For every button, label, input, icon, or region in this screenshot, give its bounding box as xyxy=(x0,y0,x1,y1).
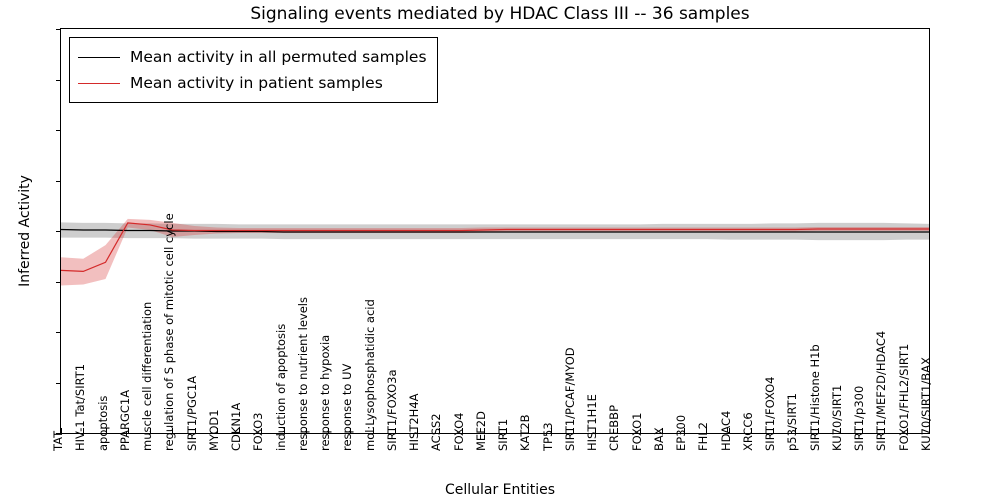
x-tick-label: response to hypoxia xyxy=(318,334,333,451)
y-tick-mark xyxy=(56,231,61,232)
x-tick-label: FOXO1/FHL2/SIRT1 xyxy=(896,343,911,451)
x-tick-label: FOXO4 xyxy=(451,412,466,451)
x-tick-label: XRCC6 xyxy=(740,412,755,451)
plot-area xyxy=(17,28,933,451)
x-tick-label: KAT2B xyxy=(518,414,533,451)
legend-label-permuted: Mean activity in all permuted samples xyxy=(130,48,427,66)
legend-item xyxy=(78,44,427,70)
y-tick-mark xyxy=(56,282,61,283)
x-tick-label: CREBBP xyxy=(607,405,622,451)
x-tick-label: induction of apoptosis xyxy=(273,323,288,451)
x-tick-label: HIST1H1E xyxy=(585,394,600,451)
y-tick-mark xyxy=(56,383,61,384)
x-tick-label: SIRT1/FOXO3a xyxy=(384,369,399,451)
x-tick-label: SIRT1/MEF2D/HDAC4 xyxy=(874,330,889,451)
x-tick-label: BAX xyxy=(651,427,666,451)
legend-label-patient: Mean activity in patient samples xyxy=(130,74,383,92)
x-tick-label: SIRT1 xyxy=(496,418,511,451)
y-tick-mark xyxy=(56,332,61,333)
x-tick-label: FHL2 xyxy=(696,422,711,451)
x-tick-label: SIRT1/PGC1A xyxy=(184,375,199,451)
x-tick-label: MEF2D xyxy=(473,411,488,451)
x-tick-label: KU70/SIRT1/BAX xyxy=(919,357,933,451)
y-tick-mark xyxy=(56,29,61,30)
x-axis-label: Cellular Entities xyxy=(444,482,556,498)
x-tick-label: muscle cell differentiation xyxy=(140,301,155,451)
x-tick-label: HIV-1 Tat/SIRT1 xyxy=(73,363,88,451)
x-tick-label: HIST2H4A xyxy=(407,393,422,451)
x-tick-label: SIRT1/PCAF/MYOD xyxy=(562,347,577,451)
x-tick-label: regulation of S phase of mitotic cell cycle xyxy=(162,213,177,451)
x-tick-label: p53/SIRT1 xyxy=(785,393,800,451)
chart-title: Signaling events mediated by HDAC Class III -- 36 samples xyxy=(250,4,750,24)
legend-item xyxy=(78,70,427,96)
x-tick-label: FOXO1 xyxy=(629,412,644,451)
x-tick-label: SIRT1/Histone H1b xyxy=(807,344,822,451)
x-tick-label: response to nutrient levels xyxy=(295,297,310,451)
x-tick-label: HDAC4 xyxy=(718,410,733,451)
legend-swatch-permuted xyxy=(78,57,120,58)
x-tick-label: MYOD1 xyxy=(206,409,221,451)
x-tick-label: CDKN1A xyxy=(229,402,244,451)
x-tick-label: apoptosis xyxy=(95,395,110,451)
x-tick-label: ACSS2 xyxy=(429,413,444,451)
x-tick-label: EP300 xyxy=(674,414,689,451)
x-tick-label: TAT xyxy=(51,430,65,451)
x-tick-label: response to UV xyxy=(340,363,355,451)
y-tick-mark xyxy=(56,130,61,131)
legend-swatch-patient xyxy=(78,83,120,84)
x-tick-label: KU70/SIRT1 xyxy=(829,384,844,451)
x-tick-label: mol:Lysophosphatidic acid xyxy=(362,299,377,451)
y-axis-label: Inferred Activity xyxy=(17,175,33,287)
legend xyxy=(69,37,438,103)
y-tick-mark xyxy=(56,181,61,182)
y-tick-mark xyxy=(56,80,61,81)
x-tick-label: SIRT1/FOXO4 xyxy=(763,376,778,451)
x-tick-label: TP53 xyxy=(540,422,555,451)
x-tick-label: PPARGC1A xyxy=(117,389,132,451)
x-tick-label: FOXO3 xyxy=(251,412,266,451)
x-tick-label: SIRT1/p300 xyxy=(852,385,867,451)
